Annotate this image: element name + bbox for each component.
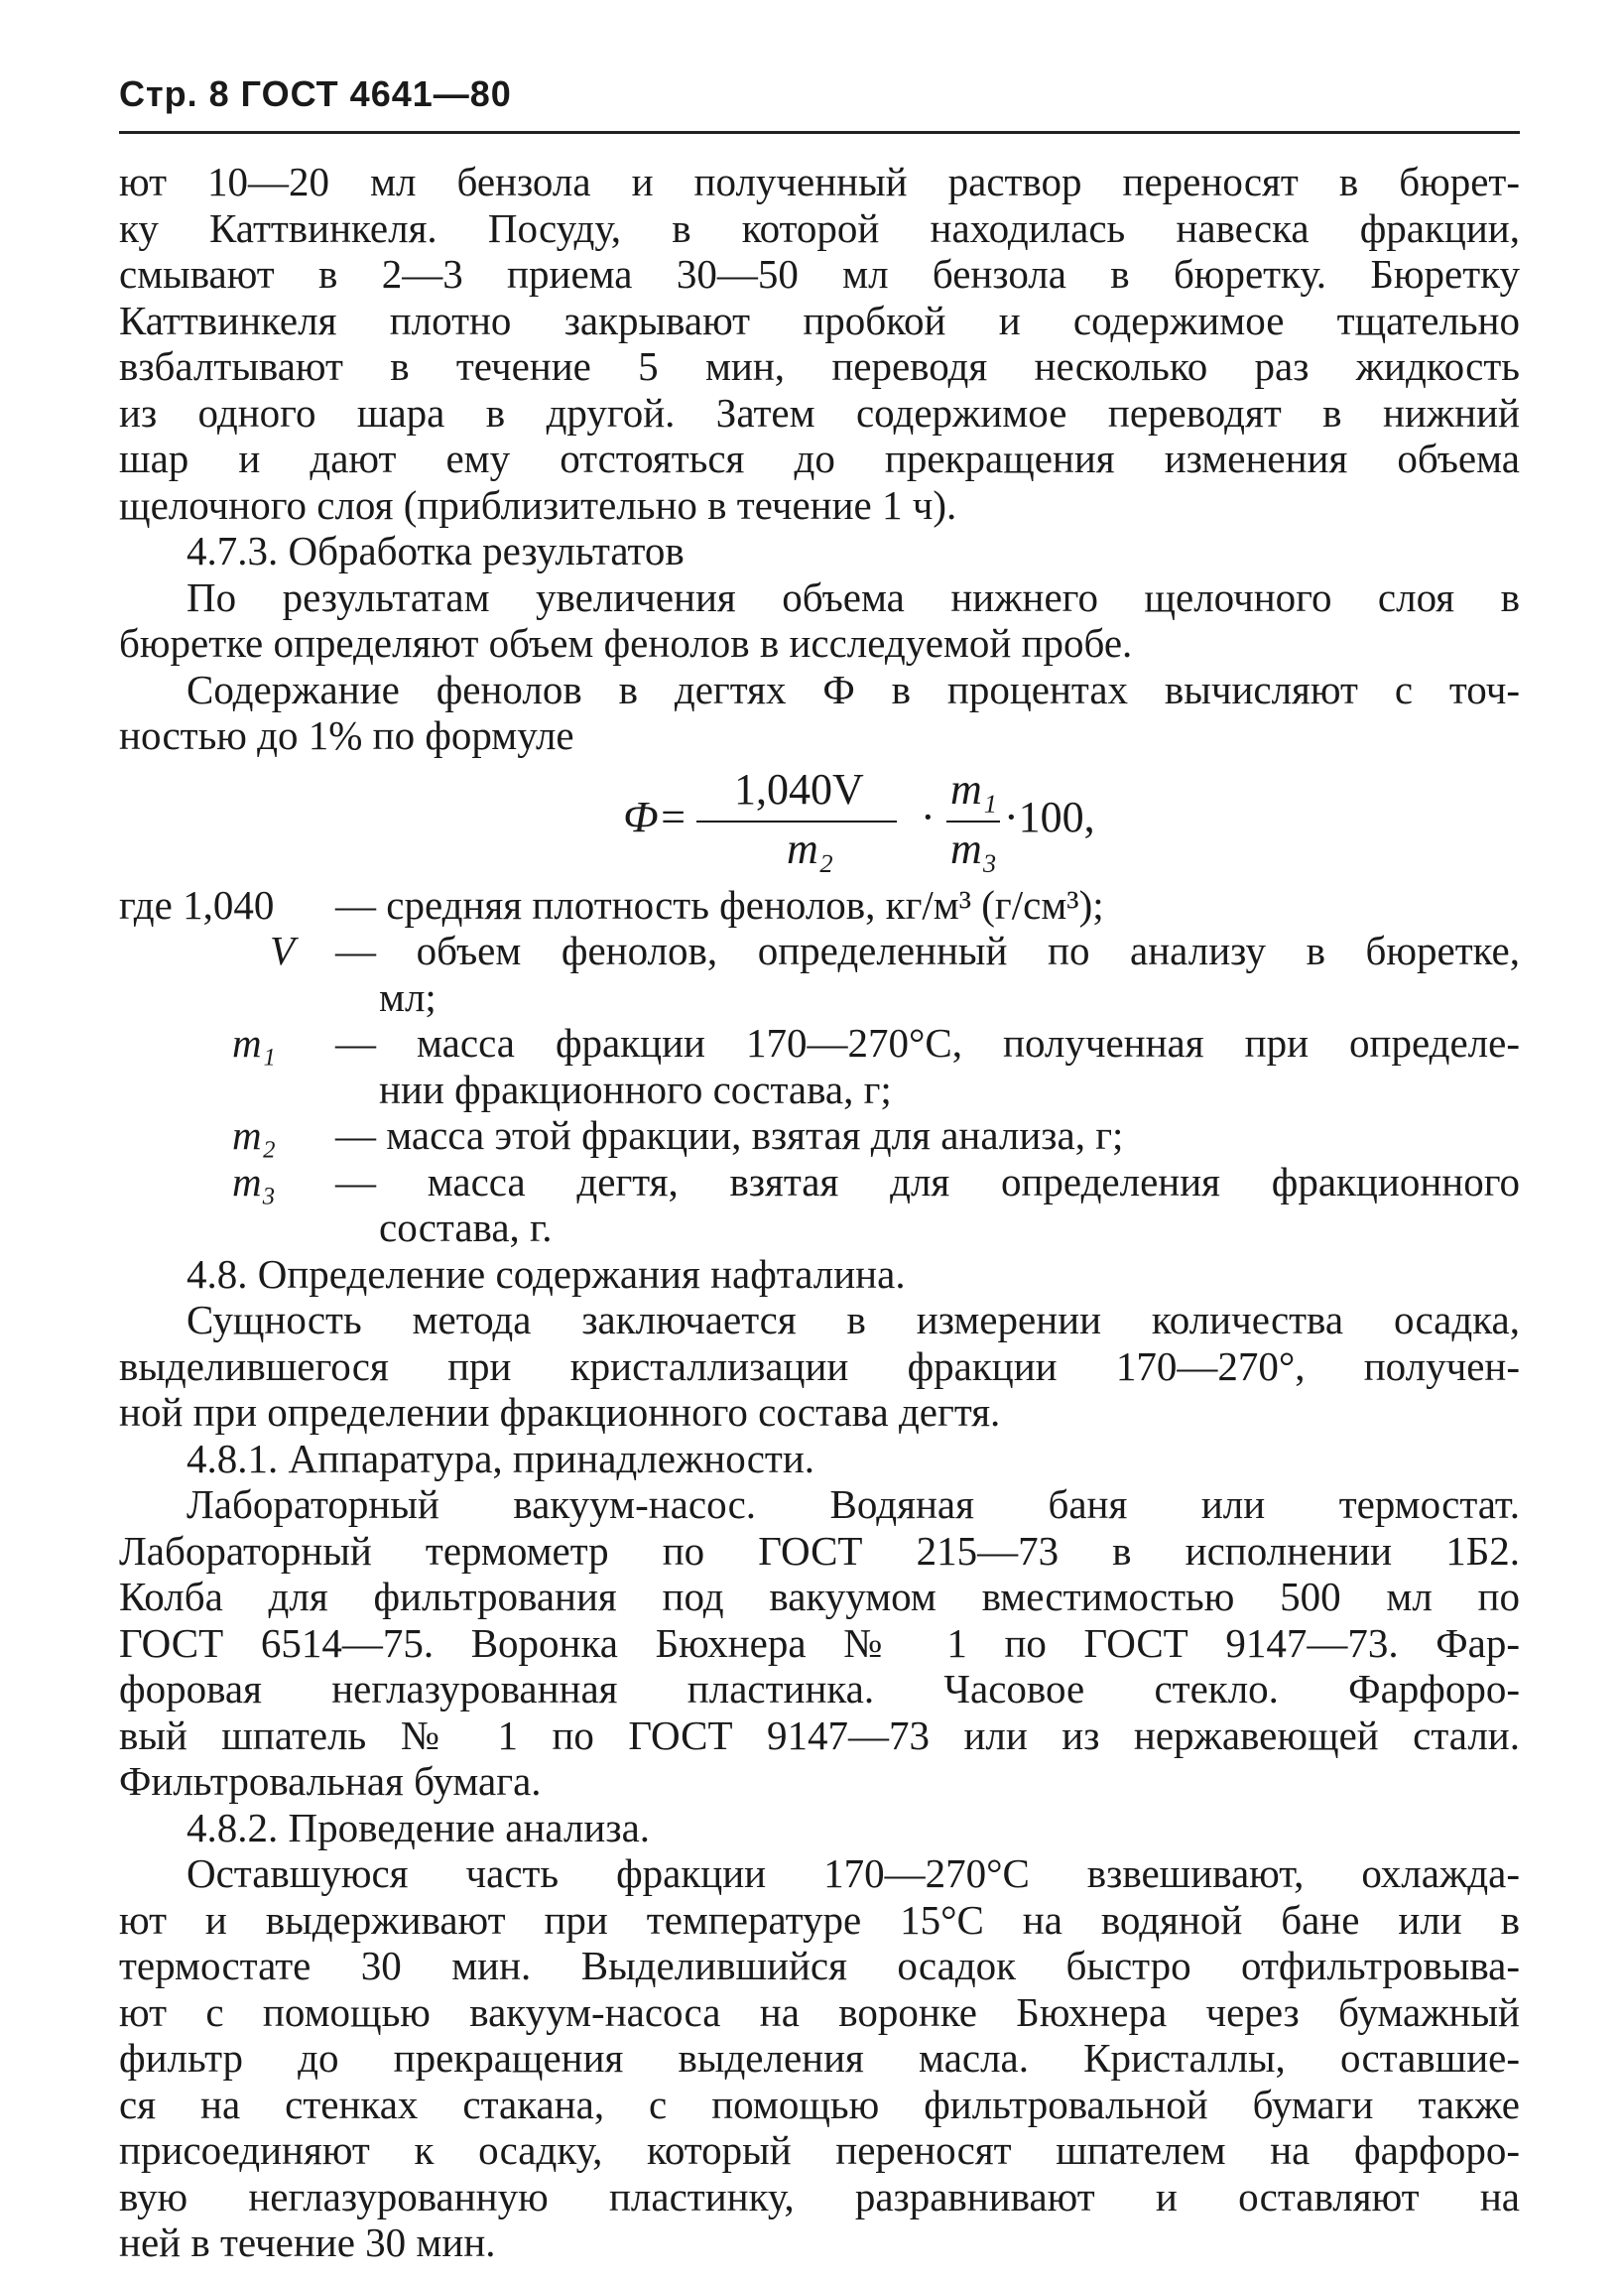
text-line: Фильтровальная бумага. (119, 1758, 542, 1804)
text-line: из одного шара в другой. Затем содержимое переводят в нижний (119, 389, 1520, 436)
paragraph-apparatus (119, 1481, 1520, 1805)
text-line: смывают в 2—3 приема 30—50 мл бензола в бюретку. Бюретку (119, 251, 1520, 297)
text-line: Лабораторный вакуум-насос. Водяная баня или термостат. (187, 1481, 1520, 1527)
section-heading-4-8-1: 4.8.1. Аппаратура, принадлежности. (187, 1435, 815, 1481)
definition-text: нии фракционного состава, г; (379, 1066, 892, 1112)
definition-text: — масса фракции 170—270°С, полученная при определе- (335, 1020, 1520, 1066)
definition-text: — средняя плотность фенолов, кг/м³ (г/см³); (335, 881, 1104, 928)
definition-symbol: где 1,040 (119, 881, 275, 928)
fraction-bar-2 (946, 821, 1000, 823)
text-line: ку Каттвинкеля. Посуду, в которой находилась навеска фракции, (119, 204, 1520, 251)
definition-symbol: m₂ (232, 1112, 276, 1158)
text-line: взбалтывают в течение 5 мин, переводя несколько раз жидкость (119, 343, 1520, 389)
formula-dot: · (921, 792, 936, 841)
definition-symbol: m₃ (232, 1158, 276, 1204)
paragraph-phenol-content (119, 667, 1520, 759)
text-line: бюретке определяют объем фенолов в исследуемой пробе. (119, 620, 1133, 666)
definition-symbol: V (270, 928, 296, 973)
header-rule (119, 131, 1520, 134)
text-line: ной при определении фракционного состава дегтя. (119, 1389, 1001, 1435)
text-line: ют и выдерживают при температуре 15°С на водяной бане или в (119, 1896, 1520, 1943)
text-line: вый шпатель № 1 по ГОСТ 9147—73 или из нержавеющей стали. (119, 1711, 1520, 1758)
text-line: присоединяют к осадку, который переносят шпателем на фарфоро- (119, 2127, 1520, 2173)
fraction-bar-1 (696, 821, 897, 823)
definition-text: — масса этой фракции, взятая для анализа, г; (335, 1112, 1124, 1158)
definition-symbol: m₁ (232, 1020, 276, 1066)
paragraph-analysis (119, 1850, 1520, 2266)
section-heading-4-8-2: 4.8.2. Проведение анализа. (187, 1804, 651, 1850)
text-line: Каттвинкеля плотно закрывают пробкой и содержимое тщательно (119, 297, 1520, 343)
formula-block (119, 759, 1520, 882)
section-heading-4-8: 4.8. Определение содержания нафталина. (187, 1250, 906, 1297)
paragraph-results (119, 574, 1520, 667)
formula-numerator-1: 1,040V (734, 764, 864, 814)
text-line: ют с помощью вакуум-насоса на воронке Бюхнера через бумажный (119, 1988, 1520, 2035)
formula-numerator-2: m₁ (950, 764, 998, 814)
formula-denominator-1: m₂ (787, 824, 834, 873)
text-line: ют 10—20 мл бензола и полученный раствор переносят в бюрет- (119, 159, 1520, 204)
text-line: Содержание фенолов в дегтях Ф в процентах вычисляют с точ- (187, 666, 1520, 712)
definition-text: состава, г. (379, 1204, 553, 1250)
section-heading-4-7-3: 4.7.3. Обработка результатов (187, 528, 685, 573)
definition-text: мл; (379, 973, 437, 1020)
text-line: ГОСТ 6514—75. Воронка Бюхнера № 1 по ГОСТ 9147—73. Фар- (119, 1619, 1520, 1666)
text-line: вую неглазурованную пластинку, разравнивают и оставляют на (119, 2173, 1520, 2219)
text-line: фильтр до прекращения выделения масла. Кристаллы, оставшие- (119, 2035, 1520, 2081)
page-header: Стр. 8 ГОСТ 4641—80 (119, 73, 512, 114)
text-line: Лабораторный термометр по ГОСТ 215—73 в исполнении 1Б2. (119, 1527, 1520, 1574)
text-line: Колба для фильтрования под вакуумом вместимостью 500 мл по (119, 1574, 1520, 1619)
text-line: шар и дают ему отстояться до прекращения изменения объема (119, 436, 1520, 481)
definition-density (119, 882, 1520, 929)
paragraph-method-essence (119, 1297, 1520, 1436)
text-line: щелочного слоя (приблизительно в течение 1 ч). (119, 481, 957, 528)
formula-lhs: Ф= (623, 792, 688, 841)
definition-text: — масса дегтя, взятая для определения фракционного (335, 1158, 1520, 1204)
text-line: Сущность метода заключается в измерении количества осадка, (187, 1297, 1520, 1342)
text-line: Оставшуюся часть фракции 170—270°С взвешивают, охлажда- (187, 1850, 1520, 1896)
formula-tail: ·100, (1004, 792, 1095, 841)
formula-denominator-2: m₃ (950, 824, 998, 873)
text-line: форовая неглазурованная пластинка. Часовое стекло. Фарфоро- (119, 1666, 1520, 1711)
text-line: выделившегося при кристаллизации фракции 170—270°, получен- (119, 1342, 1520, 1389)
definition-volume (119, 928, 1520, 1020)
definition-mass-3 (119, 1159, 1520, 1251)
text-line: термостате 30 мин. Выделившийся осадок быстро отфильтровыва- (119, 1943, 1520, 1988)
definition-mass-1 (119, 1020, 1520, 1112)
document-body (119, 159, 1520, 2266)
text-line: ностью до 1% по формуле (119, 712, 574, 758)
text-line: По результатам увеличения объема нижнего щелочного слоя в (187, 573, 1520, 620)
text-line: ней в течение 30 мин. (119, 2219, 496, 2265)
paragraph-continuation (119, 159, 1520, 528)
definitions-list (119, 882, 1520, 1251)
text-line: ся на стенках стакана, с помощью фильтровальной бумаги также (119, 2081, 1520, 2127)
definition-text: — объем фенолов, определенный по анализу в бюретке, (335, 928, 1520, 973)
definition-mass-2 (119, 1112, 1520, 1159)
